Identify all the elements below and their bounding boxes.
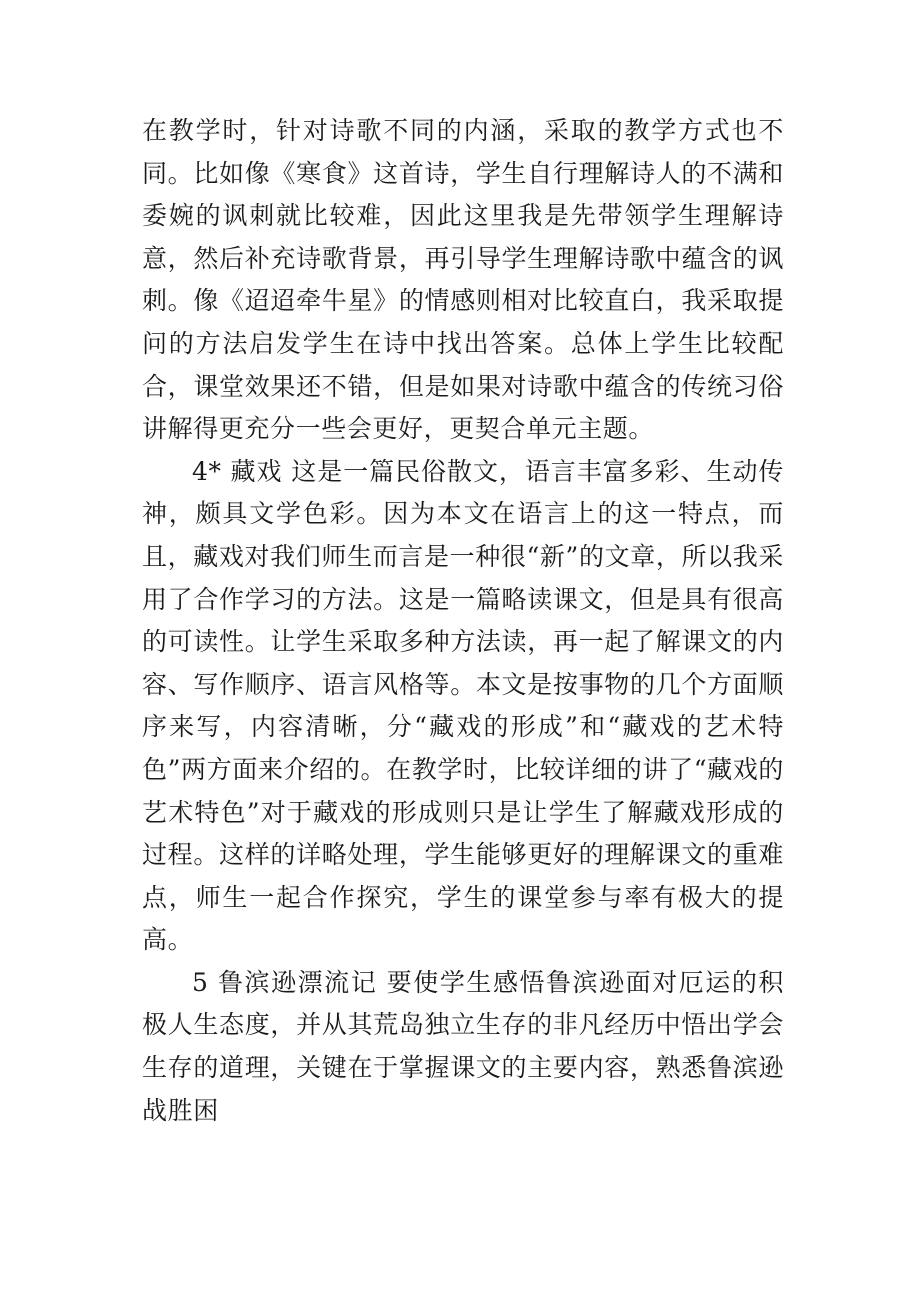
paragraph-poetry-teaching: 在教学时，针对诗歌不同的内涵，采取的教学方式也不同。比如像《寒食》这首诗，学生自行理解诗人的不满和委婉的讽刺就比较难，因此这里我是先带领学生理解诗意，然后补充诗歌背景，再引导学生理解诗歌中蕴含的讽刺。像《迢迢牵牛星》的情感则相对比较直白，我采取提问的方法启发学生在诗中找出答案。总体上学生比较配合，课堂效果还不错，但是如果对诗歌中蕴含的传统习俗讲解得更充分一些会更好，更契合单元主题。 xyxy=(142,116,784,444)
paragraph-tibetan-opera: 4* 藏戏 这是一篇民俗散文，语言丰富多彩、生动传神，颇具文学色彩。因为本文在语言上的这一特点，而且，藏戏对我们师生而言是一种很“新”的文章，所以我采用了合作学习的方法。这是一篇略读课文，但是具有很高的可读性。让学生采取多种方法读，再一起了解课文的内容、写作顺序、语言风格等。本文是按事物的几个方面顺序来写，内容清晰，分“藏戏的形成”和“藏戏的艺术特色”两方面来介绍的。在教学时，比较详细的讲了“藏戏的艺术特色”对于藏戏的形成则只是让学生了解藏戏形成的过程。这样的详略处理，学生能够更好的理解课文的重难点，师生一起合作探究，学生的课堂参与率有极大的提高。 xyxy=(142,456,784,955)
paragraph-robinson-crusoe: 5 鲁滨逊漂流记 要使学生感悟鲁滨逊面对厄运的积极人生态度，并从其荒岛独立生存的非凡经历中悟出学会生存的道理，关键在于掌握课文的主要内容，熟悉鲁滨逊战胜困 xyxy=(142,967,784,1125)
